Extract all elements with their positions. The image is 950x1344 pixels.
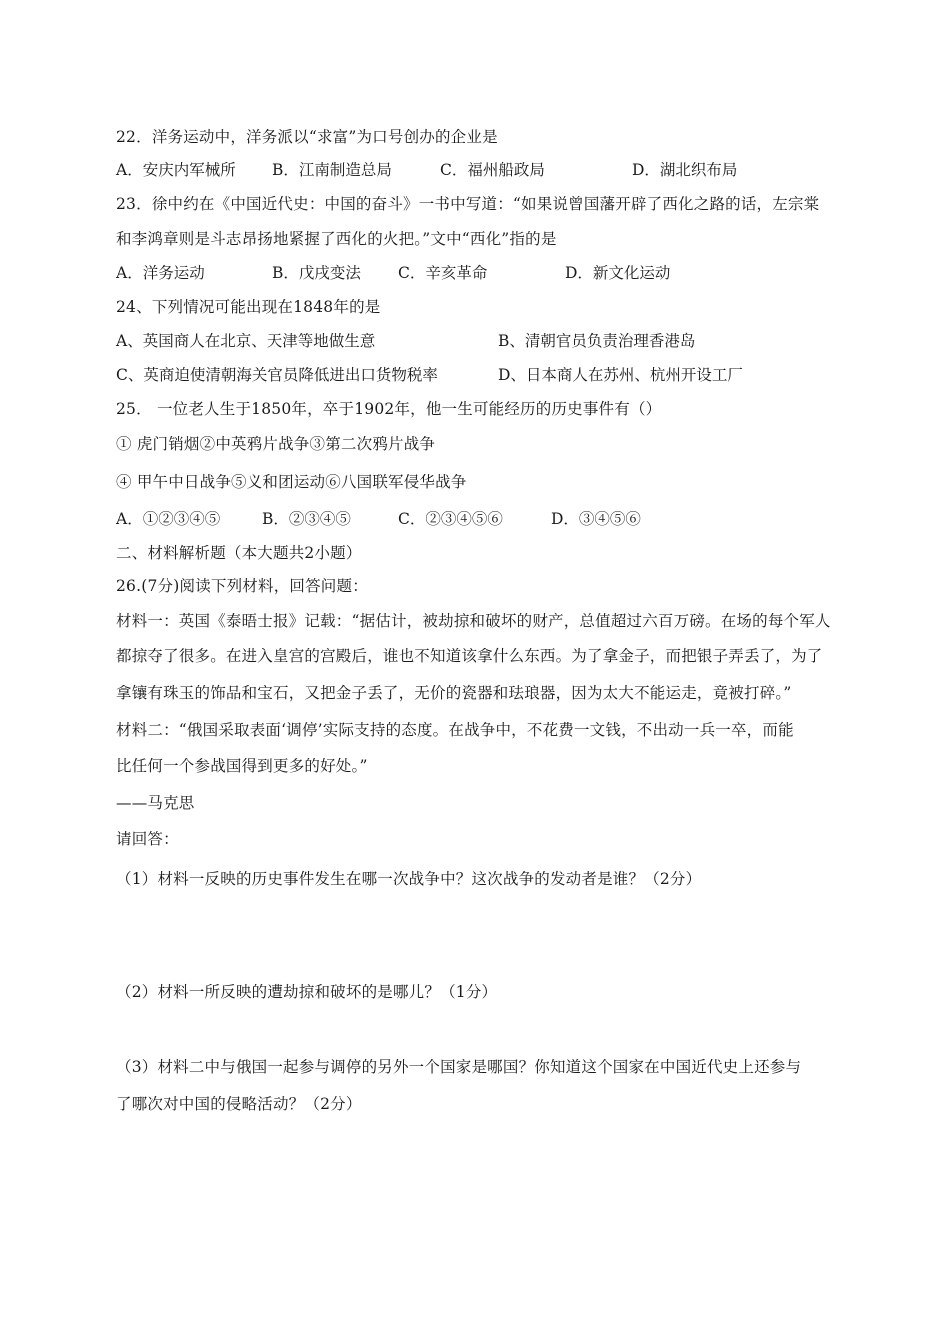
q22-option-d: D．湖北织布局 — [632, 161, 738, 179]
q24-option-d: D、日本商人在苏州、杭州开设工厂 — [498, 366, 743, 384]
q23-stem-line2: 和李鸿章则是斗志昂扬地紧握了西化的火把。”文中“西化”指的是 — [116, 230, 557, 248]
q22-option-b: B．江南制造总局 — [272, 161, 392, 179]
q26-material1-line2: 都掠夺了很多。在进入皇宫的宫殿后，谁也不知道该拿什么东西。为了拿金子，而把银子弄丢了，为了 — [116, 647, 823, 665]
q26-attribution: ——马克思 — [116, 794, 195, 812]
q25-stem: 25． 一位老人生于1850年，卒于1902年，他一生可能经历的历史事件有（） — [116, 400, 662, 418]
q26-sub3-line1: （3）材料二中与俄国一起参与调停的另外一个国家是哪国？你知道这个国家在中国近代史上还参与 — [116, 1058, 802, 1076]
q25-option-a: A．①②③④⑤ — [116, 510, 221, 528]
q26-material2-line1: 材料二：“俄国采取表面‘调停’实际支持的态度。在战争中，不花费一文钱，不出动一兵一卒，而能 — [116, 721, 794, 739]
q22-stem: 22．洋务运动中，洋务派以“求富”为口号创办的企业是 — [116, 128, 498, 146]
q26-material1-line1: 材料一：英国《泰晤士报》记载：“据估计，被劫掠和破坏的财产，总值超过六百万磅。在场的每个军人 — [116, 612, 831, 630]
q23-option-a: A．洋务运动 — [116, 264, 205, 282]
q24-stem: 24、下列情况可能出现在1848年的是 — [116, 298, 381, 316]
q22-option-c: C．福州船政局 — [440, 161, 545, 179]
q25-events-line2: ④ 甲午中日战争⑤义和团运动⑥八国联军侵华战争 — [116, 473, 467, 491]
q24-option-b: B、清朝官员负责治理香港岛 — [498, 332, 696, 350]
q26-sub1: （1）材料一反映的历史事件发生在哪一次战争中？这次战争的发动者是谁？（2分） — [116, 870, 702, 888]
q26-sub2: （2）材料一所反映的遭劫掠和破坏的是哪儿？（1分） — [116, 983, 498, 1001]
q26-material1-line3: 拿镶有珠玉的饰品和宝石，又把金子丢了，无价的瓷器和珐琅器，因为太大不能运走，竟被打碎。” — [116, 684, 792, 702]
q24-option-a: A、英国商人在北京、天津等地做生意 — [116, 332, 376, 350]
q23-option-b: B．戊戌变法 — [272, 264, 361, 282]
q25-option-d: D．③④⑤⑥ — [551, 510, 641, 528]
q26-stem: 26.(7分)阅读下列材料，回答问题： — [116, 577, 368, 595]
q26-prompt: 请回答： — [116, 830, 179, 848]
section-heading: 二、材料解析题（本大题共2小题） — [116, 544, 362, 562]
q24-option-c: C、英商迫使清朝海关官员降低进出口货物税率 — [116, 366, 438, 384]
q22-option-a: A．安庆内军械所 — [116, 161, 236, 179]
q26-sub3-line2: 了哪次对中国的侵略活动？（2分） — [116, 1095, 362, 1113]
q23-option-d: D．新文化运动 — [565, 264, 671, 282]
q25-option-c: C．②③④⑤⑥ — [398, 510, 503, 528]
q26-material2-line2: 比任何一个参战国得到更多的好处。” — [116, 757, 368, 775]
q23-stem-line1: 23．徐中约在《中国近代史：中国的奋斗》一书中写道：“如果说曾国藩开辟了西化之路的话，左宗棠 — [116, 195, 820, 213]
q25-option-b: B．②③④⑤ — [262, 510, 351, 528]
q23-option-c: C．辛亥革命 — [398, 264, 488, 282]
q25-events-line1: ① 虎门销烟②中英鸦片战争③第二次鸦片战争 — [116, 435, 436, 453]
